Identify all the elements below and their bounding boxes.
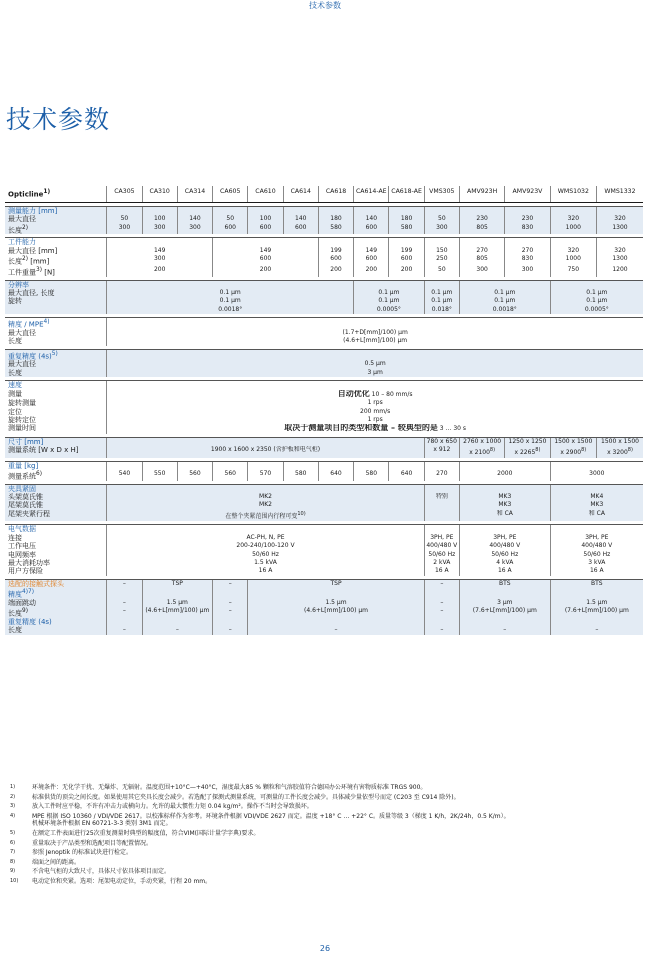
cell: 600 (389, 255, 424, 266)
cell: 3PH, PE (550, 534, 643, 542)
cell: 200 mm/s (107, 408, 643, 416)
col-header: CA618 (318, 186, 353, 202)
cell: 250 (424, 255, 459, 266)
table-row (5, 206, 643, 215)
table-row (5, 501, 643, 509)
cell: 3 µm (459, 599, 550, 607)
row-label: 端面跳动 (5, 599, 107, 607)
table-header-row (5, 186, 643, 202)
cell: 1.5 µm (248, 599, 424, 607)
row-label: 最大直径, 长度 (5, 289, 107, 297)
cell: 180 (318, 215, 353, 223)
cell: 自动优化 10 – 80 mm/s (107, 390, 643, 399)
cell: 在整个夹紧范围内行程可变$^{10)}$ (107, 510, 424, 521)
cell: 0.0018° (107, 306, 354, 314)
cell: 600 (354, 224, 389, 235)
row-label: 长度$^{2)}$ [mm] (8, 256, 50, 266)
table-row (5, 579, 643, 588)
row-label: 定位 (8, 407, 22, 416)
cell: 560 (177, 470, 212, 481)
spec-table (5, 186, 643, 635)
cell: – (213, 626, 248, 634)
cell: 和 CA (550, 510, 643, 521)
cell: 3PH, PE (424, 534, 459, 542)
row-label: 长度 (8, 337, 22, 346)
cell: 2 kVA (424, 559, 459, 567)
table-row (5, 599, 643, 607)
cell: (7.6+L[mm]/100) µm (459, 607, 550, 618)
row-label: 旋转测量 (8, 399, 36, 408)
row-label: 最大直径 [mm] (8, 246, 58, 255)
cell: 0.1 µm (424, 289, 459, 297)
col-header: CA610 (248, 186, 283, 202)
cell: 0.1 µm (354, 289, 425, 297)
cell: 270 (505, 247, 550, 255)
cell: MK2 (107, 493, 424, 501)
cell: 50 (424, 266, 459, 277)
footnote: 8) 端面之间的距离。 (10, 858, 81, 866)
cell: 50/60 Hz (550, 551, 643, 559)
table-row (5, 255, 643, 266)
cell: – (107, 579, 142, 588)
footnote: 4) MPE 根据 ISO 10360 / VDI/VDE 2617。以校准标样作为参考。环境条件根据 VDI/VDE 2627 而定。温度 +18° C … +22° C。质量等级 3（梯度 1 K/h，2K/24h，0.5 K/m）。 (10, 812, 510, 820)
cell: 140 (283, 215, 318, 223)
cell: 3 µm (107, 369, 643, 377)
cell: 270 (424, 470, 459, 481)
table-row (5, 238, 643, 247)
cell: 300 (107, 224, 142, 235)
col-header: WMS1332 (597, 186, 644, 202)
cell: 600 (283, 224, 318, 235)
cell: 199 (389, 247, 424, 255)
cell: 149 (354, 247, 389, 255)
cell: 540 (107, 470, 142, 481)
cell: 3 kVA (550, 559, 643, 567)
running-header: 技术参数 (309, 1, 341, 10)
row-label: 测量系统 [W x D x H] (5, 446, 107, 457)
table-row (5, 461, 643, 470)
cell: 1 rps (107, 399, 643, 407)
footnote: 机械环境条件根据 EN 60721-3-3 类别 3M1 而定。 (32, 820, 172, 828)
cell: 320 (597, 247, 644, 255)
section-title: 测量能力 [mm] (5, 206, 107, 215)
cell: 320 (550, 215, 596, 223)
cell: x 2900$^{8)}$ (550, 446, 596, 457)
section-title: 工件能力 (5, 238, 107, 247)
table-row (5, 470, 643, 481)
table-row (5, 588, 643, 599)
section-title: 电气数据 (5, 525, 107, 534)
row-label: 最大消耗功率 (8, 558, 50, 567)
cell: 400/480 V (424, 542, 459, 550)
row-label: 长度 (5, 369, 107, 377)
cell: x 3200$^{8)}$ (597, 446, 644, 457)
table-row (5, 318, 643, 329)
cell: 200-240/100-120 V (107, 542, 424, 550)
table-row (5, 626, 643, 634)
table-row (5, 280, 643, 289)
cell: 140 (177, 215, 212, 223)
row-label: 头架莫氏锥 (5, 493, 107, 501)
cell: – (248, 626, 424, 634)
section-title: 速度 (5, 381, 107, 390)
cell: 1000 (550, 224, 596, 235)
cell: 300 (177, 224, 212, 235)
table-row (5, 289, 643, 297)
spec-table-wrapper (5, 186, 643, 635)
cell: – (550, 626, 643, 634)
cell: 16 A (459, 567, 550, 575)
col-header: CA305 (107, 186, 142, 202)
cell: 580 (389, 224, 424, 235)
row-label: 工作电压 (8, 542, 36, 551)
table-row (5, 297, 643, 305)
cell: 600 (354, 255, 389, 266)
cell: AC-PH, N, PE (107, 534, 424, 542)
cell: 1200 (597, 266, 644, 277)
cell: MK2 (107, 501, 424, 509)
section-title: 尺寸 [mm] (5, 437, 107, 446)
cell: – (142, 626, 213, 634)
cell: 1250 x 1250 (505, 437, 550, 446)
cell: (4.6+L[mm]/100) µm (107, 337, 643, 345)
row-label: 最大直径 (5, 360, 107, 368)
cell: 400/480 V (459, 542, 550, 550)
table-row (5, 224, 643, 235)
table-row (5, 542, 643, 550)
cell: 149 (213, 247, 319, 255)
cell: 1.5 kVA (107, 559, 424, 567)
cell: 1.5 µm (550, 599, 643, 607)
cell: 0.0005° (550, 306, 643, 314)
cell: 320 (550, 247, 596, 255)
cell: 300 (459, 266, 504, 277)
section-title: 精度 / MPE$^{4)}$ (5, 318, 107, 329)
cell: 50 (424, 215, 459, 223)
col-header: VMS305 (424, 186, 459, 202)
cell: 750 (550, 266, 596, 277)
cell: 230 (459, 215, 504, 223)
cell: MK3 (459, 493, 550, 501)
footnote: 3) 放入工件时应平稳，不许有冲击力或横向力。允许的最大惯性力矩 0.04 kg/m²。操作不当时会导致损坏。 (10, 803, 313, 811)
cell: 0.1 µm (550, 297, 643, 305)
table-row (5, 390, 643, 399)
row-label: 尾架莫氏锥 (5, 501, 107, 509)
cell: 300 (107, 255, 213, 266)
row-label: 旋转 (5, 297, 107, 305)
col-header: AMV923V (505, 186, 550, 202)
footnotes (10, 784, 640, 888)
table-row (5, 381, 643, 390)
cell: 180 (389, 215, 424, 223)
col-header: CA605 (213, 186, 248, 202)
cell: 805 (459, 224, 504, 235)
cell: (4.6+L[mm]/100) µm (248, 607, 424, 618)
cell: MK3 (550, 501, 643, 509)
cell: 2760 x 1000 (459, 437, 504, 446)
cell: 0.1 µm (107, 289, 354, 297)
table-row (5, 399, 643, 407)
cell: TSP (248, 579, 424, 588)
row-label: 测量时间 (8, 424, 36, 433)
cell: 0.0005° (354, 306, 425, 314)
product-label: Opticline$^{1)}$ (5, 186, 107, 202)
cell: (1.7+D[mm]/100) µm (107, 329, 643, 337)
cell: 400/480 V (550, 542, 643, 550)
footnote: 5) 在额定工件表面进行25次重复测量时典型的幅度值，符合VIM(国际计量学字典)要求。 (10, 829, 260, 837)
cell: 0.1 µm (550, 289, 643, 297)
row-label: 精度$^{4)7)}$ (5, 588, 107, 599)
row-label: 最大直径 (5, 215, 107, 223)
cell: BTS (459, 579, 550, 588)
row-label: 长度 (5, 626, 107, 634)
table-row (5, 525, 643, 534)
cell: 600 (248, 224, 283, 235)
table-row (5, 424, 643, 433)
cell: 50/60 Hz (107, 551, 424, 559)
footnote: 2) 标准供货的顶尖之间长度。如果使用其它夹具长度会减少。若选配了探测式测量系统，可测量的工件长度会减少。具体减少量依型号而定 (C203 至 C914 除外)。 (10, 793, 460, 801)
table-row (5, 607, 643, 618)
row-label: 测量系统$^{6)}$ (8, 470, 42, 481)
cell: 199 (318, 247, 353, 255)
cell: x 912 (424, 446, 459, 457)
table-row (5, 484, 643, 493)
row-label: 用户方保险 (8, 567, 43, 576)
cell: 50 (107, 215, 142, 223)
table-row (5, 510, 643, 521)
cell: 149 (107, 247, 213, 255)
table-row (5, 437, 643, 446)
cell: 320 (597, 215, 644, 223)
table-row (5, 215, 643, 223)
table-row (5, 493, 643, 501)
cell: 780 x 650 (424, 437, 459, 446)
table-row (5, 306, 643, 314)
cell: MK4 (550, 493, 643, 501)
footnote: 10) 电动定位和夹紧。选项：尾架电动定位，手动夹紧，行程 20 mm。 (10, 877, 212, 885)
row-label: 长度$^{2)}$ (5, 224, 107, 235)
cell: – (459, 626, 550, 634)
cell: 830 (505, 255, 550, 266)
section-title: 重量 [kg] (5, 461, 107, 470)
table-row (5, 337, 643, 345)
table-row (5, 559, 643, 567)
cell: 600 (318, 255, 353, 266)
cell: 805 (459, 255, 504, 266)
cell: 1 rps (107, 416, 643, 424)
col-header: AMV923H (459, 186, 504, 202)
cell: 300 (142, 224, 177, 235)
row-label: 电网频率 (8, 550, 36, 559)
table-row (5, 349, 643, 360)
page-number: 26 (319, 944, 331, 953)
table-row (5, 618, 643, 626)
table-row (5, 567, 643, 575)
cell: MK3 (459, 501, 550, 509)
cell: 0.1 µm (459, 289, 550, 297)
cell: 16 A (550, 567, 643, 575)
col-header: CA618-AE (389, 186, 424, 202)
col-header: CA614-AE (354, 186, 389, 202)
cell: 570 (248, 470, 283, 481)
cell: 4 kVA (459, 559, 550, 567)
cell: 580 (354, 470, 389, 481)
table-row (5, 266, 643, 277)
table-row (5, 408, 643, 416)
row-label: 尾架夹紧行程 (5, 510, 107, 521)
cell: 200 (213, 266, 319, 277)
table-row (5, 446, 643, 457)
cell: 0.5 µm (107, 360, 643, 368)
cell: 200 (389, 266, 424, 277)
cell: (7.6+L[mm]/100) µm (550, 607, 643, 618)
table-row (5, 369, 643, 377)
cell: 1300 (597, 255, 644, 266)
cell: 0.1 µm (459, 297, 550, 305)
table-row (5, 329, 643, 337)
col-header: CA314 (177, 186, 212, 202)
cell: TSP (142, 579, 213, 588)
row-label: 旋转定位 (8, 415, 36, 424)
row-label: 测量 (8, 389, 22, 398)
cell: 2000 (459, 470, 550, 481)
cell: – (424, 579, 459, 588)
cell: 0.018° (424, 306, 459, 314)
col-header: CA614 (283, 186, 318, 202)
cell: 100 (142, 215, 177, 223)
cell: – (213, 599, 248, 607)
cell: – (107, 607, 142, 618)
cell: 300 (424, 224, 459, 235)
cell: 150 (424, 247, 459, 255)
cell: 0.0018° (459, 306, 550, 314)
cell: – (213, 607, 248, 618)
cell: 1300 (597, 224, 644, 235)
table-row (5, 360, 643, 368)
col-header: CA310 (142, 186, 177, 202)
cell: 830 (505, 224, 550, 235)
cell: 200 (318, 266, 353, 277)
cell: 200 (354, 266, 389, 277)
footnote: 7) 参照 Jenoptik 的标准试块进行检定。 (10, 849, 133, 857)
section-title: 重复精度 $(4s)^{5)}$ (5, 349, 107, 360)
cell: 1500 x 1500 (597, 437, 644, 446)
table-row (5, 551, 643, 559)
cell: 0.1 µm (424, 297, 459, 305)
cell: – (424, 607, 459, 618)
cell: – (424, 626, 459, 634)
section-title: 分辨率 (5, 280, 107, 289)
cell: 230 (505, 215, 550, 223)
cell: 1900 x 1600 x 2350 (含护板和电气柜) (107, 446, 424, 457)
cell: 1500 x 1500 (550, 437, 596, 446)
table-row (5, 534, 643, 542)
cell: 200 (107, 266, 213, 277)
row-label: 工件重量$^{3)}$ [N] (8, 266, 55, 277)
cell: 600 (213, 224, 248, 235)
cell: 300 (505, 266, 550, 277)
table-row (5, 416, 643, 424)
cell: 0.1 µm (107, 297, 354, 305)
row-label: 连接 (8, 533, 22, 542)
footnote: 9) 不含电气柜的大致尺寸，具体尺寸依具体项目而定。 (10, 868, 171, 876)
cell: x 2100$^{8)}$ (459, 446, 504, 457)
cell: 580 (318, 224, 353, 235)
cell: BTS (550, 579, 643, 588)
cell: (4.6+L[mm]/100) µm (142, 607, 213, 618)
cell: 和 CA (459, 510, 550, 521)
cell: 1000 (550, 255, 596, 266)
cell: 1.5 µm (142, 599, 213, 607)
cell: 50/60 Hz (459, 551, 550, 559)
cell: – (107, 599, 142, 607)
cell: 640 (318, 470, 353, 481)
cell: 16 A (107, 567, 424, 575)
cell: 50 (213, 215, 248, 223)
footnote: 6) 重量取决于产品类型和选配项目等配置情况。 (10, 839, 153, 847)
cell: 140 (354, 215, 389, 223)
cell: x 2265$^{8)}$ (505, 446, 550, 457)
cell: 560 (213, 470, 248, 481)
cell: 取决于测量项目的类型和数量 – 较典型的是 3 … 30 s (107, 424, 643, 433)
row-label: 最大直径 (8, 328, 36, 337)
cell: 16 A (424, 567, 459, 575)
cell: 270 (459, 247, 504, 255)
cell: 600 (213, 255, 319, 266)
page-title: 技术参数 (6, 105, 111, 134)
row-label: 长度$^{9)}$ (5, 607, 107, 618)
section-title: 夹具紧固 (5, 484, 107, 493)
cell: 640 (389, 470, 424, 481)
cell: – (107, 626, 142, 634)
cell: 550 (142, 470, 177, 481)
cell: 50/60 Hz (424, 551, 459, 559)
cell: 3000 (550, 470, 643, 481)
cell: – (213, 579, 248, 588)
section-title: 选配的接触式探头 (5, 579, 107, 588)
col-header: WMS1032 (550, 186, 596, 202)
cell: 100 (248, 215, 283, 223)
row-label: 重复精度 (4s) (5, 618, 107, 626)
cell: 580 (283, 470, 318, 481)
table-row (5, 247, 643, 255)
cell: 0.1 µm (354, 297, 425, 305)
cell: 3PH, PE (459, 534, 550, 542)
cell: 特别 (424, 493, 459, 501)
cell: – (424, 599, 459, 607)
footnote: 1) 环境条件：无化学干扰、无爆炸、无辐射。温度范围+10°C—+40°C，湿度最大85 % 颗粒和气溶胶值符合德国办公环境有害物质标准 TRGS 900。 (10, 784, 427, 791)
